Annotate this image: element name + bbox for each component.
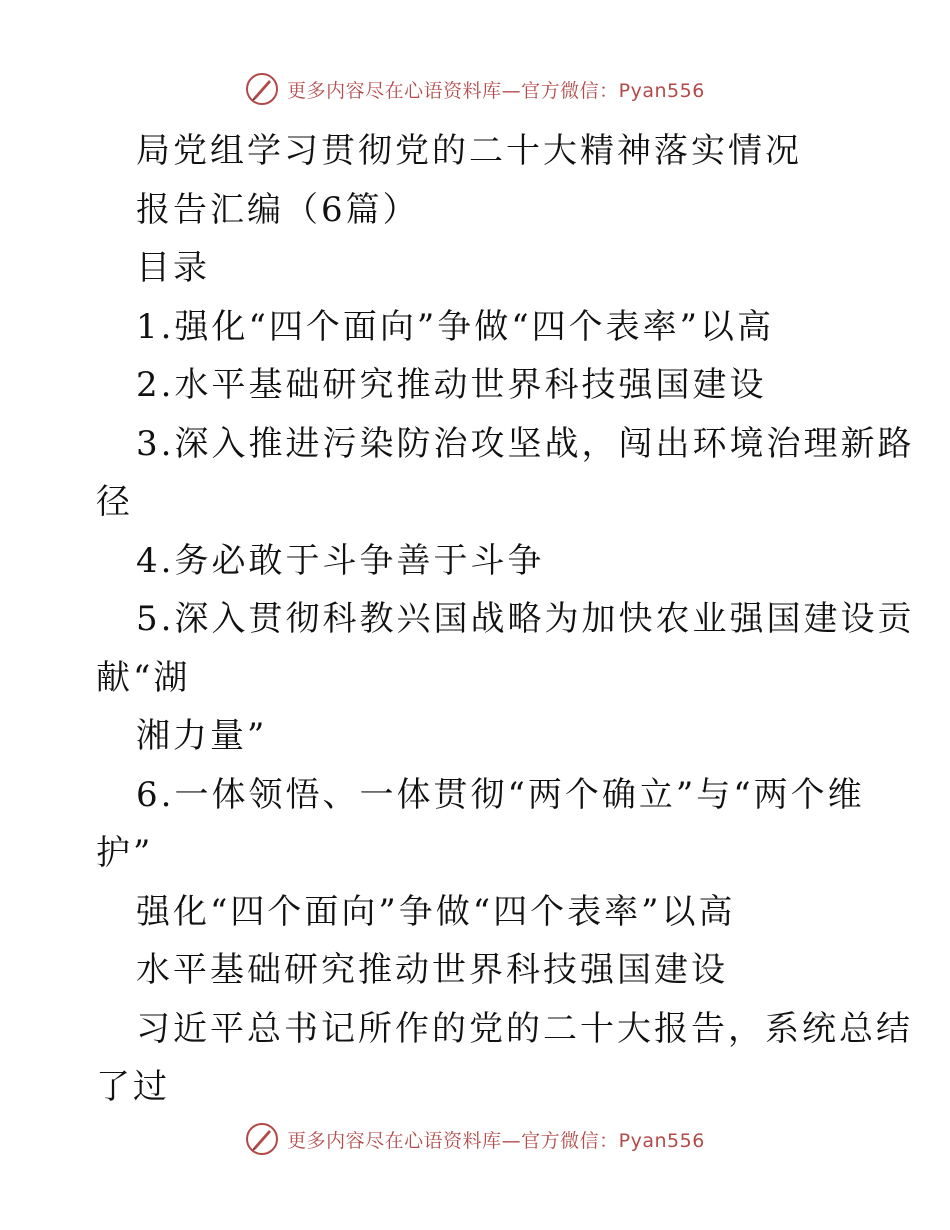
doc-line-9: 5.深入贯彻科教兴国战略为加快农业强国建设贡	[136, 599, 915, 639]
doc-line-17: 了过	[96, 1067, 170, 1107]
doc-line-3: 目录	[136, 248, 210, 288]
watermark-text: 更多内容尽在心语资料库—官方微信：Pyan556	[287, 1129, 705, 1152]
watermark-footer	[0, 1122, 950, 1156]
doc-line-4: 1.强化“四个面向”争做“四个表率”以高	[136, 306, 774, 347]
doc-line-11: 湘力量”	[136, 716, 268, 756]
doc-line-7: 径	[96, 482, 133, 522]
doc-line-6: 3.深入推进污染防治攻坚战，闯出环境治理新路	[136, 423, 915, 464]
doc-line-10: 献“湖	[96, 657, 191, 698]
watermark-text: 更多内容尽在心语资料库—官方微信：Pyan556	[287, 79, 705, 102]
quill-logo-icon	[245, 1122, 279, 1156]
document-body	[96, 122, 915, 1117]
doc-line-1: 局党组学习贯彻党的二十大精神落实情况	[136, 131, 802, 171]
watermark-header	[0, 72, 950, 106]
doc-line-12: 6.一体领悟、一体贯彻“两个确立”与“两个维	[136, 774, 865, 815]
doc-line-16: 习近平总书记所作的党的二十大报告，系统总结	[136, 1008, 913, 1049]
doc-line-2: 报告汇编（6篇）	[136, 189, 420, 230]
doc-line-5: 2.水平基础研究推动世界科技强国建设	[136, 365, 767, 405]
doc-line-13: 护”	[96, 833, 154, 873]
doc-line-8: 4.务必敢于斗争善于斗争	[136, 540, 545, 581]
doc-line-15: 水平基础研究推动世界科技强国建设	[136, 950, 728, 990]
doc-line-14: 强化“四个面向”争做“四个表率”以高	[136, 891, 736, 932]
quill-logo-icon	[245, 72, 279, 106]
